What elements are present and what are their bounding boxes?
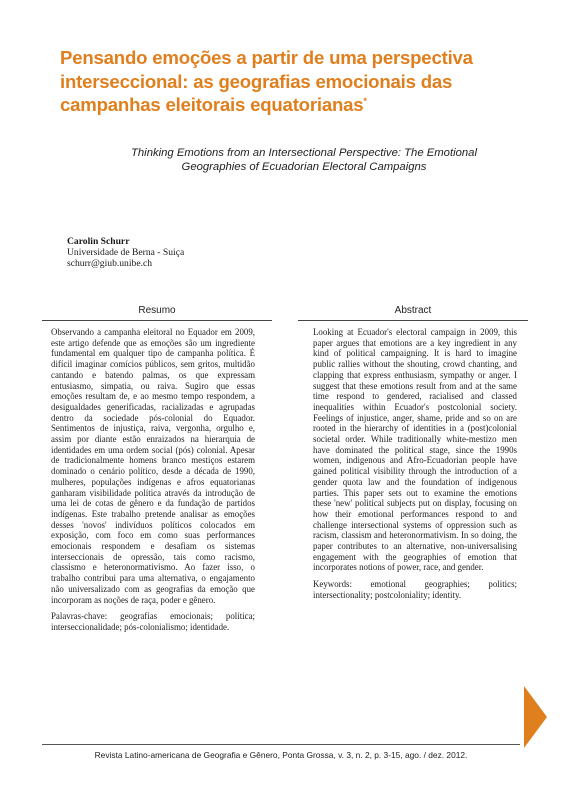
author-email[interactable]: schurr@giub.unibe.ch: [67, 258, 153, 270]
triangle-right-icon[interactable]: [524, 686, 547, 748]
abstract-column: [313, 327, 517, 601]
title-footnote-mark[interactable]: *: [363, 95, 367, 106]
author-name: Carolin Schurr: [67, 236, 130, 247]
author-block: [67, 236, 367, 270]
article-title-text: Pensando emoções a partir de uma perspectiva interseccional: as geografias emocionais das campanhas eleitorais equatorianas: [60, 47, 473, 115]
journal-citation: Revista Latino-americana de Geografia e Gênero, Ponta Grossa, v. 3, n. 2, p. 3-15, ago. / dez. 2012.: [94, 750, 468, 760]
english-title: Thinking Emotions from an Intersectional Perspective: The Emotional Geographies of Ecuadorian Electoral Campaigns: [131, 147, 477, 173]
resumo-heading: Resumo: [138, 305, 176, 316]
footer-divider: [42, 744, 520, 745]
abstract-divider: [298, 320, 528, 321]
abstract-heading: Abstract: [394, 305, 432, 316]
resumo-column: [51, 327, 255, 633]
resumo-body: Observando a campanha eleitoral no Equador em 2009, este artigo defende que as emoções são um ingrediente fundamental em qualquer tipo de campanha política. É difícil imaginar comícios públicos, sem gritos, multidão cantando e batendo palmas, os que expressam entusiasmo, simpatia, ou raiva. Sugiro que essas emoções resultam de, e ao mesmo tempo respondem, a desigualdades generificadas, racializadas e agrupadas dentro da sociedade pós-colonial do Equador. Sentimentos de injustiça, raiva, vergonha, orgulho e, assim por diante estão enraizados na hierarquia de identidades em uma ordem social (pós) colonial. Apesar de tradicionalmente homens branco mestiços estarem dominado o cenário político, desde a década de 1990, mulheres, populações indígenas e afros equatorianas ganharam visibilidade política através da introdução de uma lei de cotas de gênero e da fundação de partidos indígenas. Este trabalho pretende analisar as emoções desses 'novos' indivíduos políticos colocados em exposição, com foco em como suas performances emocionais respondem e desafiam os sistemas interseccionais de opressão, tais como racismo, classismo e heteronormativismo. Ao fazer isso, o trabalho contribui para uma alternativa, o engajamento não universalizado com as geografias da emoção que incorporam as noções de raça, poder e gênero.: [51, 327, 255, 605]
abstract-body: Looking at Ecuador's electoral campaign in 2009, this paper argues that emotions are a key ingredient in any kind of political campaigning. It is hard to imagine public rallies without the shouting, crowd chanting, and clapping that express enthusiasm, sympathy or anger. I suggest that these emotions result from and at the same time respond to gendered, racialised and classed inequalities within Ecuador's postcolonial society. Feelings of injustice, anger, shame, pride and so on are rooted in the hierarchy of identities in a (post)colonial societal order. While traditionally white-mestizo men have dominated the political stage, since the 1990s women, indigenous and Afro-Ecuadorian people have gained political visibility through the introduction of a gender quota law and the foundation of indigenous parties. This paper sets out to examine the emotions these 'new' political subjects put on display, focusing on how their emotional performances respond to and challenge intersectional systems of oppression such as racism, classism and heteronormativism. In so doing, the paper contributes to an alternative, non-universalising engagement with the geographies of emotion that incorporates notions of power, race, and gender.: [313, 327, 517, 573]
article-title: [60, 46, 530, 117]
author-affiliation: Universidade de Berna - Suiça: [67, 247, 185, 259]
resumo-divider: [42, 320, 272, 321]
abstract-keywords: Keywords: emotional geographies; politics; intersectionality; postcoloniality; identity.: [313, 579, 517, 600]
resumo-keywords: Palavras-chave: geografias emocionais; política; interseccionalidade; pós-colonialismo; identidade.: [51, 611, 255, 632]
